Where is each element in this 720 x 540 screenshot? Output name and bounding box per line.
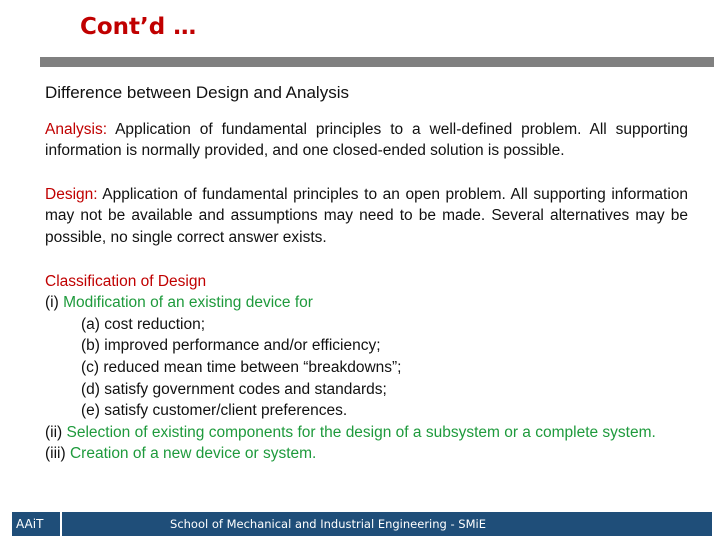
analysis-text: Application of fundamental principles to a well-defined problem. All supporting information is normally provided, and one closed-ended solution is possible. xyxy=(45,120,688,160)
classification-item xyxy=(45,422,688,444)
design-paragraph xyxy=(45,184,688,249)
analysis-label: Analysis: xyxy=(45,120,108,138)
footer-bar xyxy=(12,512,712,536)
footer-institution: AAiT xyxy=(12,512,62,536)
title-rule xyxy=(40,57,714,67)
design-label: Design: xyxy=(45,185,98,203)
item-prefix: (i) xyxy=(45,294,64,312)
slide-content xyxy=(45,82,688,465)
item-text: Selection of existing components for the design of a subsystem or a complete system. xyxy=(66,423,656,441)
design-text: Application of fundamental principles to an open problem. All supporting information may not be available and assumptions may need to be made. Several alternatives may be possible, no single correct answer exists. xyxy=(45,185,688,246)
subitem: (e) satisfy customer/client preferences. xyxy=(81,402,348,420)
subitem: (c) reduced mean time between “breakdowns”; xyxy=(81,358,402,376)
item-prefix: (ii) xyxy=(45,423,67,441)
slide-title: Cont’d … xyxy=(80,14,197,40)
footer-school: School of Mechanical and Industrial Engineering - SMiE xyxy=(170,517,486,531)
subitem: (a) cost reduction; xyxy=(81,315,206,333)
classification-title: Classification of Design xyxy=(45,272,207,290)
classification-block xyxy=(45,271,688,465)
classification-item xyxy=(45,443,688,465)
classification-item xyxy=(45,292,688,314)
item-text: Modification of an existing device for xyxy=(63,294,313,312)
subitem: (b) improved performance and/or efficiency; xyxy=(81,337,381,355)
subitem: (d) satisfy government codes and standards; xyxy=(81,380,387,398)
item-prefix: (iii) xyxy=(45,445,70,463)
section-heading: Difference between Design and Analysis xyxy=(45,83,349,102)
item-text: Creation of a new device or system. xyxy=(69,445,317,463)
analysis-paragraph xyxy=(45,119,688,162)
